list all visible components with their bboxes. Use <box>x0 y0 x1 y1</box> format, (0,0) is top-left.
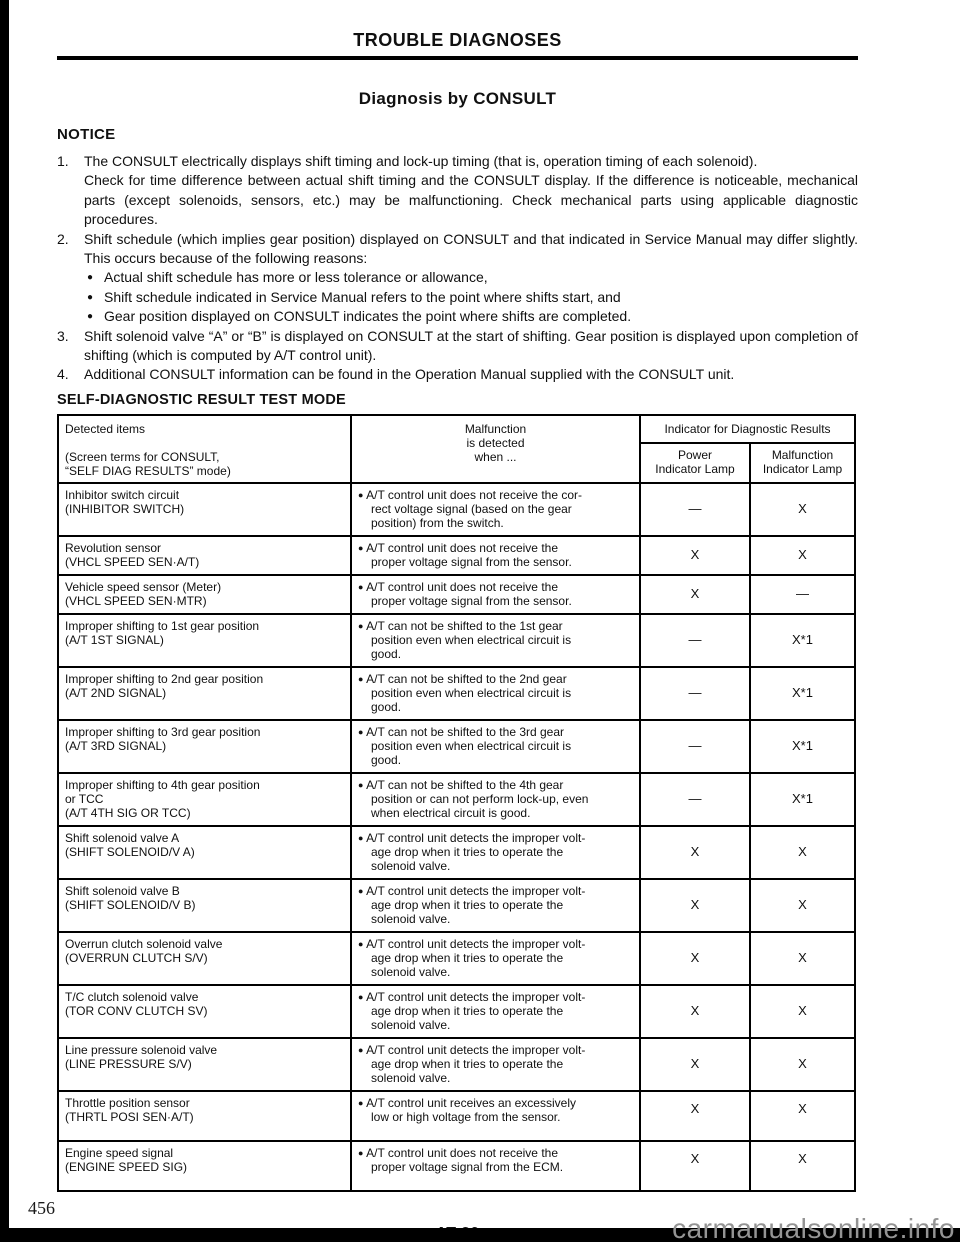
scan-artifact-left-strip <box>0 0 9 1242</box>
bullet-icon: ● <box>358 726 364 737</box>
malfunction-line: position even when electrical circuit is <box>371 738 572 753</box>
malfunction-line: ● A/T can not be shifted to the 1st gear <box>358 618 563 633</box>
malfunction-cell <box>351 879 640 932</box>
malfunction-line: position even when electrical circuit is <box>371 632 572 647</box>
malfunction-cell <box>351 1091 640 1141</box>
notice-paragraph: Shift solenoid valve “A” or “B” is displayed on CONSULT at the start of shifting. Gear position is displayed upon completion of shifting (which is computed by A/T control unit). <box>84 327 858 364</box>
malfunction-cell <box>351 483 640 536</box>
malfunction-cell <box>351 575 640 614</box>
page-header: TROUBLE DIAGNOSES <box>353 30 562 50</box>
malfunction-line: position or can not perform lock-up, even <box>371 791 589 806</box>
footer-page-number: 456 <box>28 1198 55 1218</box>
malfunction-line: position even when electrical circuit is <box>371 685 572 700</box>
bullet-icon: ● <box>358 779 364 790</box>
detected-item-cell <box>58 932 351 985</box>
notice-paragraph: Check for time difference between actual shift timing and the CONSULT display. If the difference is noticeable, mechanical parts (except solenoids, sensors, etc.) may be malfunctioning. Check mechanical parts using applicable diagnostic procedures. <box>84 172 858 228</box>
detected-item-line: (LINE PRESSURE S/V) <box>65 1056 192 1071</box>
malfunction-indicator-mark: X <box>750 1091 855 1141</box>
detected-item-cell <box>58 483 351 536</box>
malfunction-line: good. <box>371 646 402 661</box>
bullet-icon: ● <box>358 489 364 500</box>
notice-bullet-text: Actual shift schedule has more or less tolerance or allowance, <box>104 269 488 286</box>
detected-item-line: Engine speed signal <box>65 1145 174 1160</box>
malfunction-line: age drop when it tries to operate the <box>371 950 564 965</box>
notice-bullet-text: Shift schedule indicated in Service Manual refers to the point where shifts start, and <box>104 288 621 305</box>
table-row <box>58 1091 855 1141</box>
detected-item-line: Line pressure solenoid valve <box>65 1042 218 1057</box>
section-title: Diagnosis by CONSULT <box>358 89 557 108</box>
malfunction-indicator-mark: X <box>750 826 855 879</box>
detected-item-line: Overrun clutch solenoid valve <box>65 936 223 951</box>
malfunction-line: proper voltage signal from the sensor. <box>371 593 572 608</box>
malfunction-indicator-mark: X <box>750 932 855 985</box>
screen-terms-line1: (Screen terms for CONSULT, <box>65 449 220 464</box>
malfunction-line: ● A/T control unit does not receive the cor- <box>358 487 582 502</box>
table-row <box>58 536 855 575</box>
notice-item-body <box>84 230 858 327</box>
power-indicator-mark: X <box>640 932 750 985</box>
power-lamp-line2: Indicator Lamp <box>655 461 735 476</box>
detected-item-line: or TCC <box>65 791 104 806</box>
malfunction-indicator-mark: X <box>750 985 855 1038</box>
notice-item-3 <box>57 327 858 366</box>
power-indicator-mark: X <box>640 1141 750 1191</box>
malfunction-cell <box>351 614 640 667</box>
detected-item-cell <box>58 879 351 932</box>
col-header-malfunction <box>351 415 640 483</box>
col-header-power-lamp <box>640 443 750 483</box>
screen-terms-line2: “SELF DIAG RESULTS” mode) <box>65 463 231 478</box>
malfunction-header-line2: is detected <box>466 435 525 450</box>
malfunction-line: ● A/T control unit detects the improper volt- <box>358 830 586 845</box>
table-row <box>58 575 855 614</box>
malfunction-line: ● A/T control unit detects the improper volt- <box>358 936 586 951</box>
detected-item-line: (A/T 2ND SIGNAL) <box>65 685 167 700</box>
malfunction-indicator-mark: X <box>750 536 855 575</box>
bullet-icon: ● <box>87 272 94 284</box>
detected-item-cell <box>58 773 351 826</box>
bullet-icon: ● <box>358 620 364 631</box>
malfunction-line: solenoid valve. <box>371 964 451 979</box>
malfunction-line: ● A/T control unit receives an excessively <box>358 1095 576 1110</box>
power-indicator-mark: X <box>640 575 750 614</box>
notice-item-body <box>84 152 858 230</box>
bullet-icon: ● <box>87 291 94 303</box>
power-indicator-mark: — <box>640 773 750 826</box>
table-row <box>58 667 855 720</box>
notice-paragraph: Additional CONSULT information can be found in the Operation Manual supplied with the CONSULT unit. <box>84 366 735 383</box>
col-header-malfunction-lamp <box>750 443 855 483</box>
detected-item-cell <box>58 575 351 614</box>
notice-bullet-item <box>84 288 858 307</box>
malfunction-indicator-mark: X <box>750 1038 855 1091</box>
malfunction-line: proper voltage signal from the sensor. <box>371 554 572 569</box>
malfunction-indicator-mark: X <box>750 1141 855 1191</box>
detected-item-line: (SHIFT SOLENOID/V A) <box>65 844 195 859</box>
malfunction-line: position) from the switch. <box>371 515 504 530</box>
malfunction-line: solenoid valve. <box>371 911 451 926</box>
table-row <box>58 879 855 932</box>
malfunction-line: solenoid valve. <box>371 858 451 873</box>
notice-paragraph: Shift schedule (which implies gear position) displayed on CONSULT and that indicated in Service Manual may differ slightly. This occurs because of the following reasons: <box>84 230 858 267</box>
table-row <box>58 826 855 879</box>
malfunction-line: ● A/T control unit detects the improper volt- <box>358 1042 586 1057</box>
notice-heading: NOTICE <box>57 126 116 143</box>
malfunction-indicator-mark: X <box>750 483 855 536</box>
malfunction-line: good. <box>371 699 402 714</box>
power-indicator-mark: — <box>640 483 750 536</box>
page-content <box>57 0 858 1243</box>
malfunction-line: ● A/T can not be shifted to the 3rd gear <box>358 724 565 739</box>
power-lamp-line1: Power <box>677 447 712 462</box>
table-row <box>58 720 855 773</box>
detected-item-line: (A/T 1ST SIGNAL) <box>65 632 164 647</box>
malfunction-line: age drop when it tries to operate the <box>371 1056 564 1071</box>
malfunction-cell <box>351 985 640 1038</box>
table-row <box>58 1141 855 1191</box>
watermark-text: carmanualsonline.info <box>672 1213 955 1244</box>
bullet-icon: ● <box>358 1147 364 1158</box>
col-header-detected-items <box>58 415 351 483</box>
bullet-icon: ● <box>358 938 364 949</box>
detected-item-line: (VHCL SPEED SEN·MTR) <box>65 593 207 608</box>
bullet-icon: ● <box>358 832 364 843</box>
detected-item-line: (SHIFT SOLENOID/V B) <box>65 897 196 912</box>
malfunction-header-line1: Malfunction <box>464 421 527 436</box>
notice-list <box>57 152 858 385</box>
detected-item-line: Improper shifting to 1st gear position <box>65 618 260 633</box>
malfunction-header-line3: when ... <box>474 449 517 464</box>
self-diagnostic-table <box>57 414 856 1192</box>
malfunction-indicator-mark: X <box>750 879 855 932</box>
malfunction-line: age drop when it tries to operate the <box>371 897 564 912</box>
table-row <box>58 1038 855 1091</box>
detected-item-cell <box>58 1038 351 1091</box>
detected-item-line: Shift solenoid valve A <box>65 830 180 845</box>
malfunction-line: when electrical circuit is good. <box>371 805 531 820</box>
detected-item-line: (OVERRUN CLUTCH S/V) <box>65 950 208 965</box>
detected-item-line: Inhibitor switch circuit <box>65 487 180 502</box>
notice-item-number: 2. <box>57 230 69 247</box>
bullet-icon: ● <box>358 581 364 592</box>
malfunction-cell <box>351 826 640 879</box>
detected-item-cell <box>58 1141 351 1191</box>
bullet-icon: ● <box>358 991 364 1002</box>
power-indicator-mark: X <box>640 985 750 1038</box>
malfunction-line: ● A/T can not be shifted to the 2nd gear <box>358 671 567 686</box>
power-indicator-mark: X <box>640 536 750 575</box>
malfunction-line: ● A/T control unit does not receive the <box>358 1145 558 1160</box>
bullet-icon: ● <box>358 1044 364 1055</box>
notice-item-body <box>84 365 858 384</box>
bullet-icon: ● <box>358 885 364 896</box>
power-indicator-mark: X <box>640 1091 750 1141</box>
detected-item-line: Improper shifting to 3rd gear position <box>65 724 261 739</box>
malfunction-indicator-mark: X*1 <box>750 614 855 667</box>
malfunction-indicator-mark: — <box>750 575 855 614</box>
notice-item-number: 4. <box>57 366 69 383</box>
notice-item-number: 1. <box>57 153 69 169</box>
detected-item-line: (A/T 4TH SIG OR TCC) <box>65 805 191 820</box>
table-row <box>58 614 855 667</box>
malfunction-line: ● A/T control unit does not receive the <box>358 540 558 555</box>
malfunction-line: ● A/T control unit detects the improper volt- <box>358 989 586 1004</box>
detected-item-line: (ENGINE SPEED SIG) <box>65 1159 188 1174</box>
detected-item-cell <box>58 536 351 575</box>
bullet-icon: ● <box>358 542 364 553</box>
power-indicator-mark: — <box>640 720 750 773</box>
bullet-icon: ● <box>358 1097 364 1108</box>
table-row <box>58 773 855 826</box>
malfunction-line: low or high voltage from the sensor. <box>371 1109 561 1124</box>
detected-item-line: T/C clutch solenoid valve <box>65 989 199 1004</box>
notice-item-2 <box>57 230 858 327</box>
malfunction-line: good. <box>371 752 402 767</box>
malfunction-lamp-line1: Malfunction <box>771 447 834 462</box>
detected-items-label: Detected items <box>65 421 146 436</box>
malfunction-indicator-mark: X*1 <box>750 667 855 720</box>
detected-item-line: Throttle position sensor <box>65 1095 190 1110</box>
detected-item-line: (VHCL SPEED SEN·A/T) <box>65 554 200 569</box>
bullet-icon: ● <box>358 673 364 684</box>
malfunction-line: age drop when it tries to operate the <box>371 844 564 859</box>
detected-item-cell <box>58 1091 351 1141</box>
malfunction-line: solenoid valve. <box>371 1070 451 1085</box>
notice-item-body <box>84 327 858 366</box>
self-diagnostic-heading: SELF-DIAGNOSTIC RESULT TEST MODE <box>57 391 346 408</box>
malfunction-line: ● A/T can not be shifted to the 4th gear <box>358 777 564 792</box>
notice-bullet-item <box>84 307 858 326</box>
detected-item-cell <box>58 985 351 1038</box>
table-header-row <box>58 415 855 443</box>
malfunction-cell <box>351 720 640 773</box>
detected-item-line: Shift solenoid valve B <box>65 883 180 898</box>
notice-bullet-text: Gear position displayed on CONSULT indicates the point where shifts are completed. <box>104 308 632 325</box>
detected-item-line: Improper shifting to 4th gear position <box>65 777 260 792</box>
malfunction-cell <box>351 773 640 826</box>
malfunction-cell <box>351 1141 640 1191</box>
header-rule <box>57 56 858 60</box>
bullet-icon: ● <box>87 311 94 323</box>
notice-paragraph: The CONSULT electrically displays shift timing and lock-up timing (that is, operation timing of each solenoid). <box>84 153 758 169</box>
table-row <box>58 985 855 1038</box>
power-indicator-mark: X <box>640 1038 750 1091</box>
malfunction-cell <box>351 932 640 985</box>
detected-item-cell <box>58 826 351 879</box>
detected-item-line: (THRTL POSI SEN·A/T) <box>65 1109 194 1124</box>
detected-item-cell <box>58 614 351 667</box>
detected-item-line: Revolution sensor <box>65 540 162 555</box>
notice-item-4 <box>57 365 858 384</box>
col-header-indicator-group: Indicator for Diagnostic Results <box>640 415 855 443</box>
power-indicator-mark: X <box>640 826 750 879</box>
malfunction-cell <box>351 536 640 575</box>
malfunction-line: ● A/T control unit detects the improper volt- <box>358 883 586 898</box>
malfunction-line: proper voltage signal from the ECM. <box>371 1159 564 1174</box>
power-indicator-mark: X <box>640 879 750 932</box>
malfunction-lamp-line2: Indicator Lamp <box>762 461 843 476</box>
detected-item-line: (TOR CONV CLUTCH SV) <box>65 1003 208 1018</box>
power-indicator-mark: — <box>640 667 750 720</box>
notice-bullet-item <box>84 268 858 287</box>
notice-item-1 <box>57 152 858 230</box>
notice-item-number: 3. <box>57 327 69 344</box>
table-row <box>58 483 855 536</box>
malfunction-line: solenoid valve. <box>371 1017 451 1032</box>
power-indicator-mark: — <box>640 614 750 667</box>
malfunction-cell <box>351 667 640 720</box>
malfunction-line: ● A/T control unit does not receive the <box>358 579 558 594</box>
detected-item-line: Improper shifting to 2nd gear position <box>65 671 264 686</box>
malfunction-line: rect voltage signal (based on the gear <box>371 501 572 516</box>
malfunction-indicator-mark: X*1 <box>750 720 855 773</box>
malfunction-line: age drop when it tries to operate the <box>371 1003 564 1018</box>
malfunction-indicator-mark: X*1 <box>750 773 855 826</box>
detected-item-line: (A/T 3RD SIGNAL) <box>65 738 167 753</box>
detected-item-cell <box>58 667 351 720</box>
malfunction-cell <box>351 1038 640 1091</box>
table-row <box>58 932 855 985</box>
detected-item-cell <box>58 720 351 773</box>
detected-item-line: (INHIBITOR SWITCH) <box>65 501 185 516</box>
detected-item-line: Vehicle speed sensor (Meter) <box>65 579 222 594</box>
